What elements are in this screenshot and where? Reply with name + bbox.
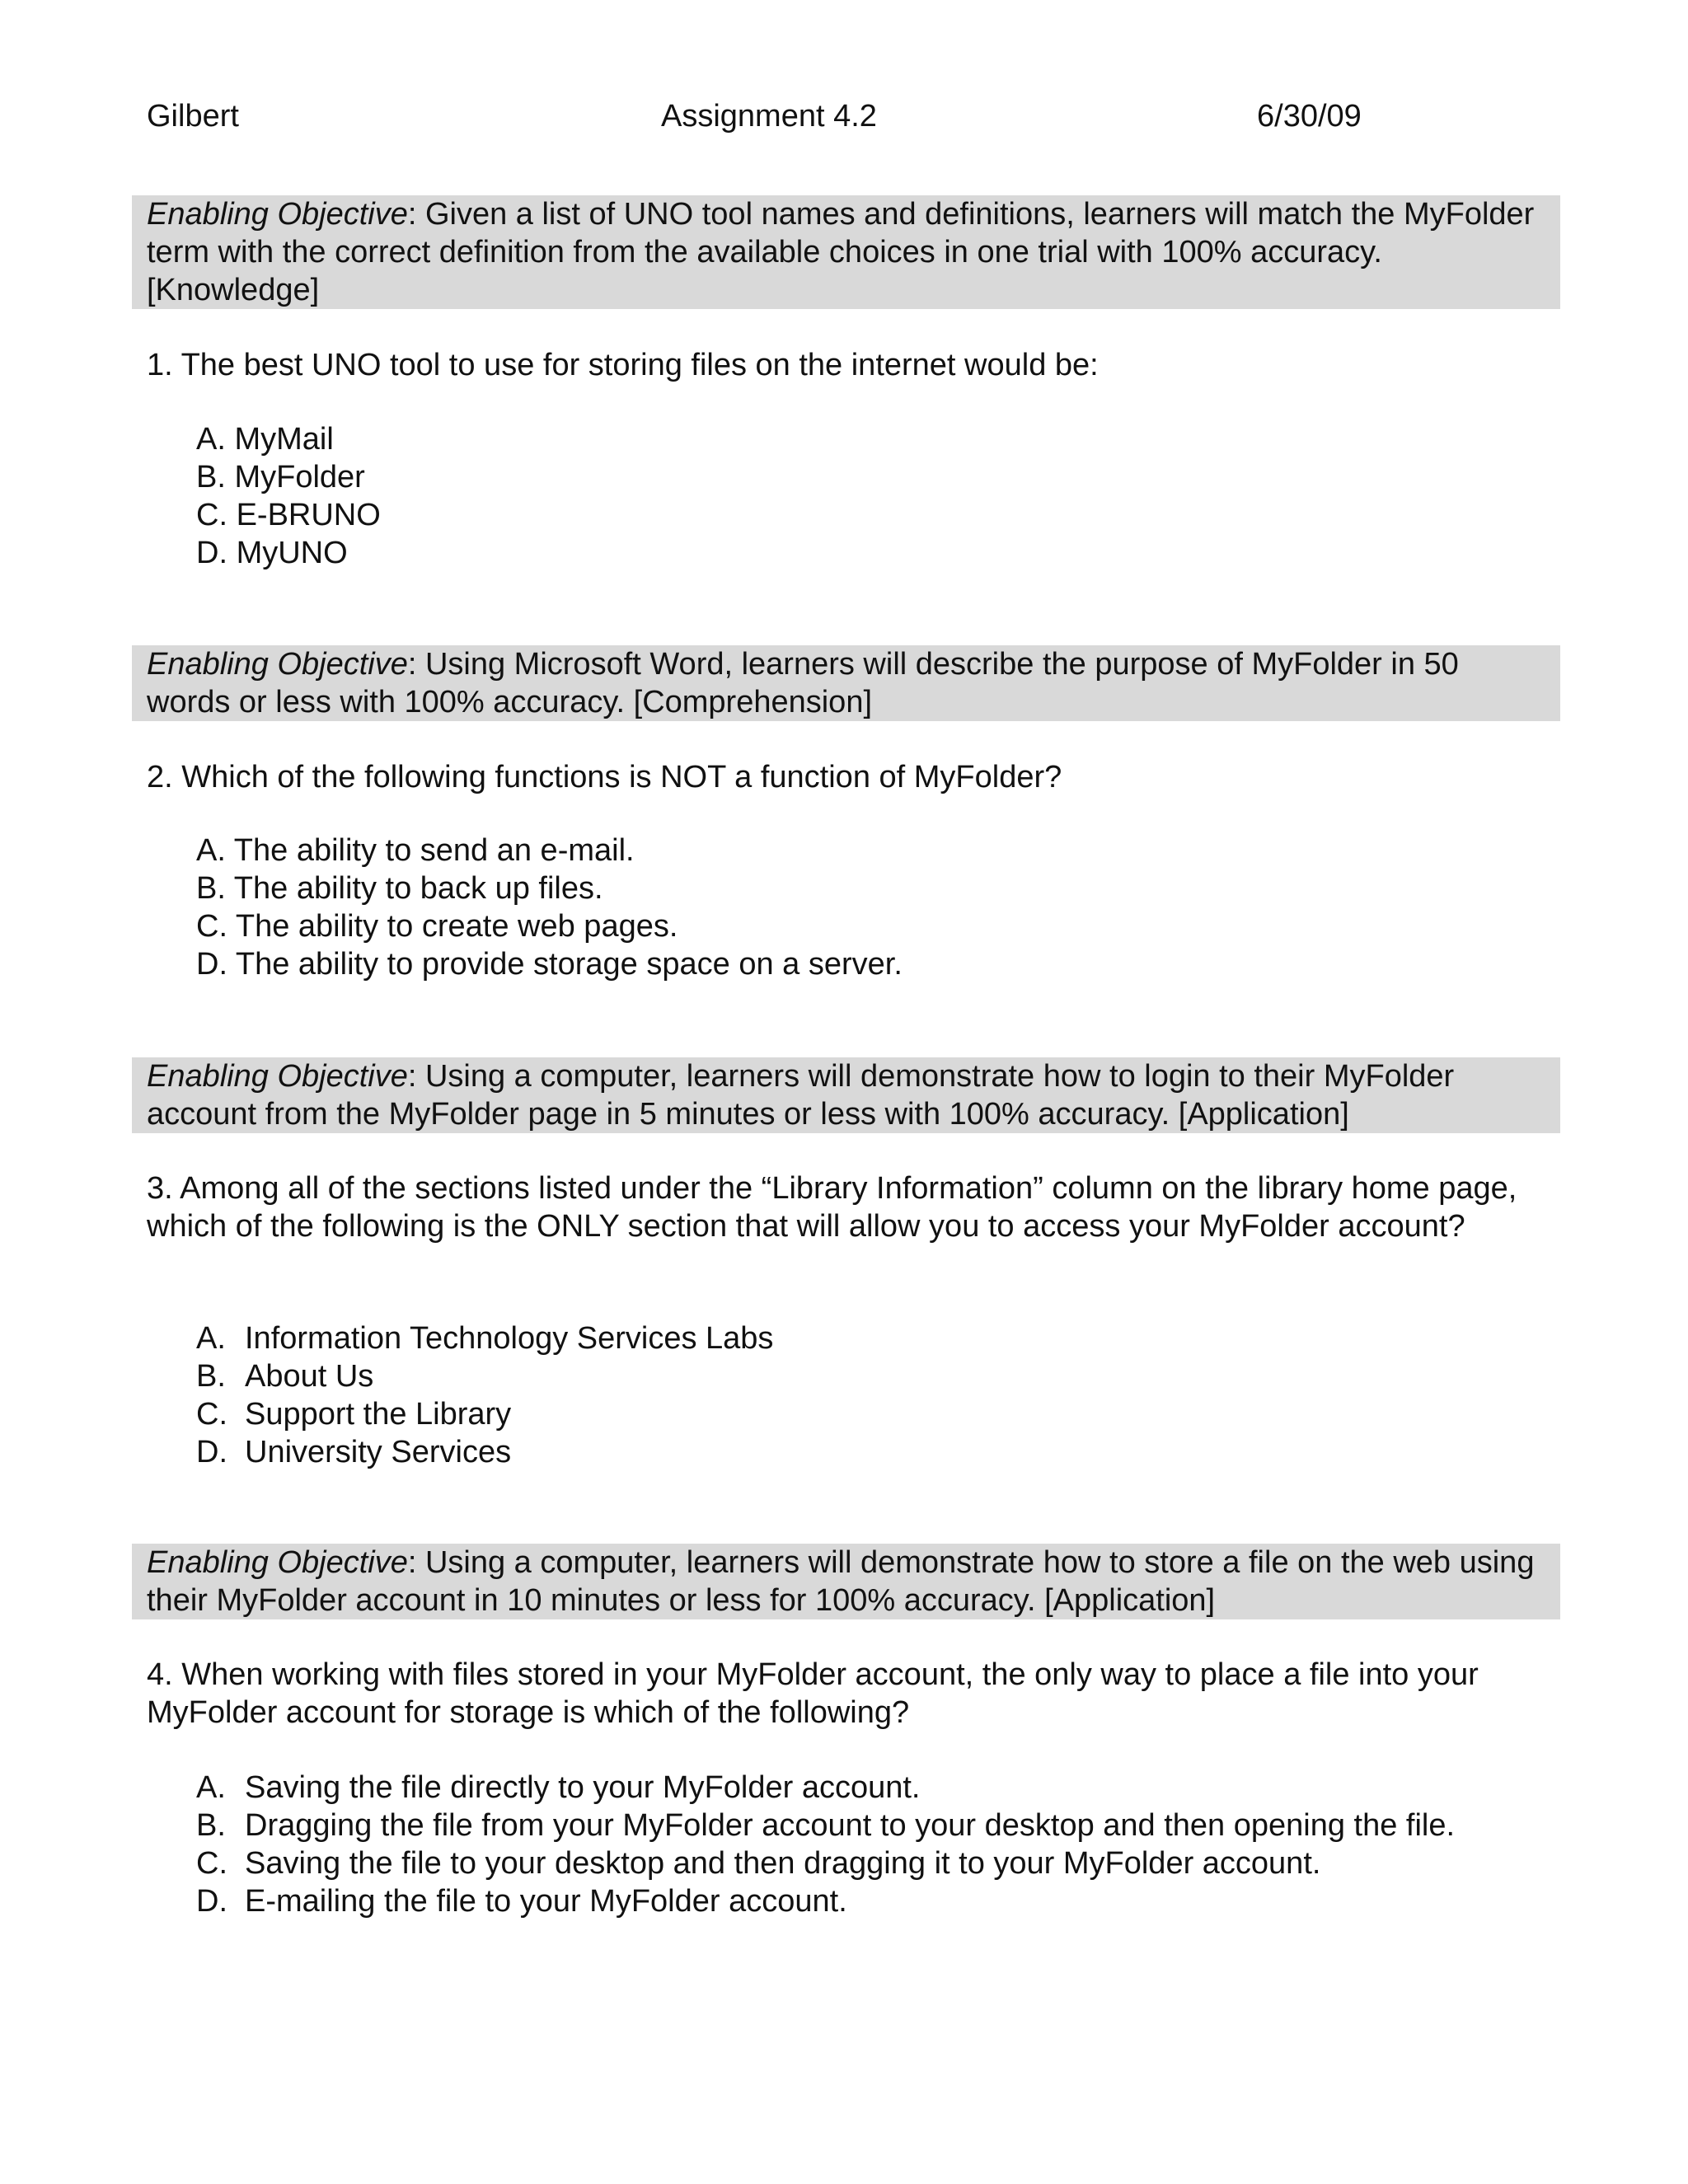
choices-4 [196,1769,1564,1920]
question-2: 2. Which of the following functions is NOT a function of MyFolder? [147,760,1062,794]
objective-label: Enabling Objective [147,1059,408,1094]
choice-item: C. Support the Library [196,1397,512,1432]
objective-label: Enabling Objective [147,197,408,232]
choice-item: B. The ability to back up files. [196,871,603,906]
objective-box-4 [132,1544,1560,1619]
choice-item: D. University Services [196,1435,512,1469]
choice-item: A. Information Technology Services Labs [196,1321,774,1356]
choice-item: A. Saving the file directly to your MyFolder account. [196,1770,921,1805]
objective-text: : Using a computer, learners will demonstrate how to login to their MyFolder account from the MyFolder page in 5 minutes or less with 100% accuracy. [Application] [147,1059,1455,1132]
objective-text: : Using a computer, learners will demonstrate how to store a file on the web using their MyFolder account in 10 minutes or less for 100% accuracy. [Application] [147,1545,1535,1618]
question-1: 1. The best UNO tool to use for storing files on the internet would be: [147,348,1099,382]
choice-item: D. MyUNO [196,536,348,570]
objective-text: : Given a list of UNO tool names and definitions, learners will match the MyFolder term with the correct definition from the available choices in one trial with 100% accuracy. [Knowledge] [147,197,1535,307]
choice-item: C. E-BRUNO [196,498,381,532]
question-3: 3. Among all of the sections listed under the “Library Information” column on the library home page, which of the following is the ONLY section that will allow you to access your MyFolder account? [147,1171,1517,1244]
choice-item: B. MyFolder [196,460,365,494]
choices-2 [196,832,1564,983]
author-name: Gilbert [147,99,239,134]
choices-3 [196,1319,1564,1471]
objective-label: Enabling Objective [147,1545,408,1580]
assignment-title: Assignment 4.2 [661,99,877,134]
choice-item: C. The ability to create web pages. [196,909,678,944]
objective-box-1 [132,195,1560,309]
objective-label: Enabling Objective [147,647,408,682]
choice-item: B. Dragging the file from your MyFolder account to your desktop and then opening the file. [196,1808,1456,1843]
objective-box-2 [132,645,1560,721]
objective-box-3 [132,1057,1560,1133]
choice-item: D. The ability to provide storage space on a server. [196,947,903,982]
choice-item: C. Saving the file to your desktop and then dragging it to your MyFolder account. [196,1846,1321,1881]
objective-text: : Using Microsoft Word, learners will describe the purpose of MyFolder in 50 words or less with 100% accuracy. [Comprehension] [147,647,1459,719]
choices-1 [196,420,1564,572]
question-4: 4. When working with files stored in your MyFolder account, the only way to place a file into your MyFolder account for storage is which of the following? [147,1657,1479,1730]
choice-item: A. The ability to send an e-mail. [196,833,635,868]
assignment-date: 6/30/09 [1257,99,1362,134]
choice-item: A. MyMail [196,422,334,457]
choice-item: D. E-mailing the file to your MyFolder account. [196,1884,847,1919]
choice-item: B. About Us [196,1359,374,1394]
page-header [147,97,1548,138]
